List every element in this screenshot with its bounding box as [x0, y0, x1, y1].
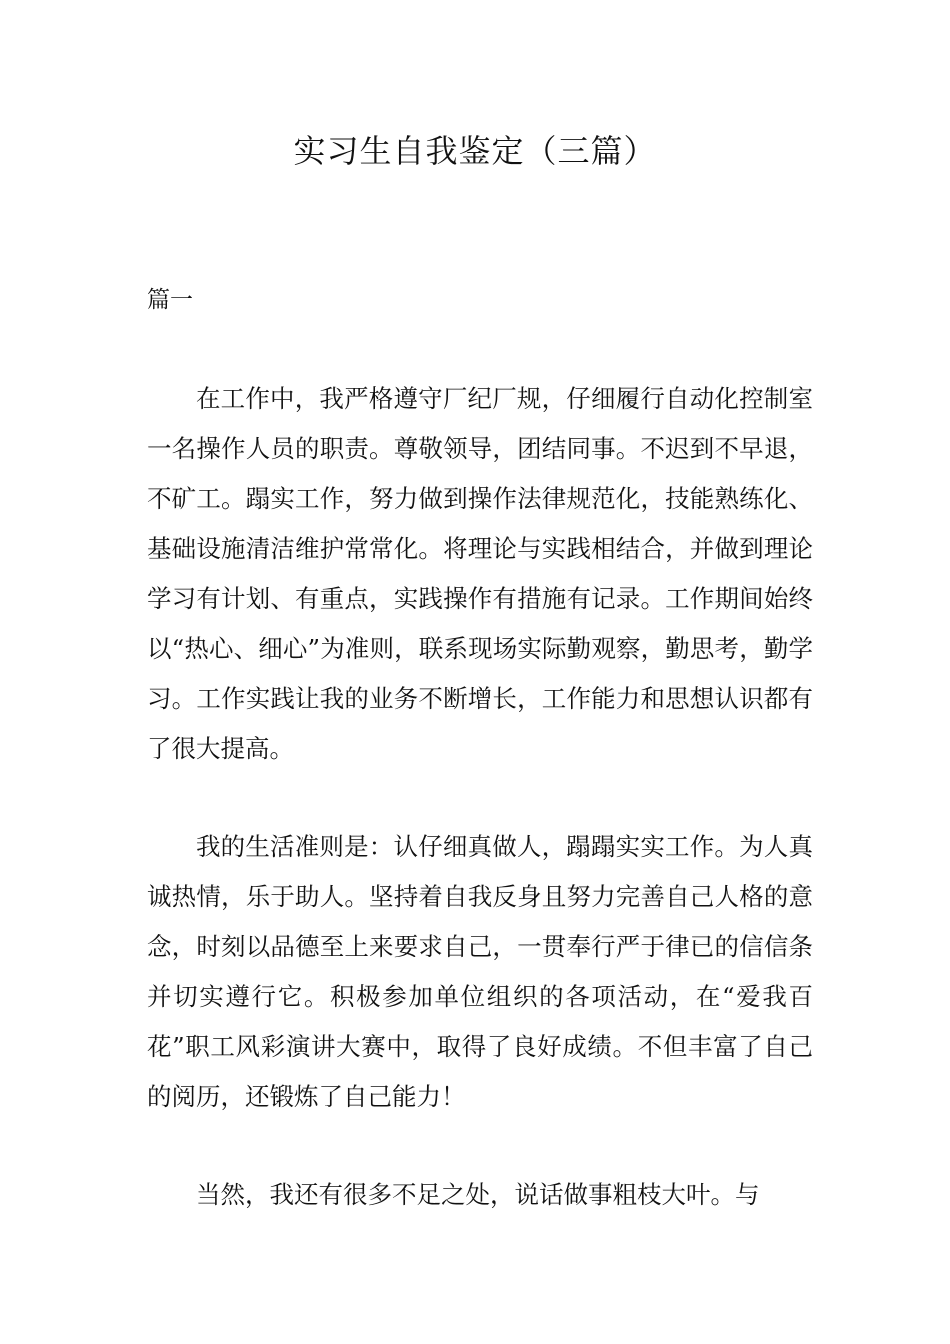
body-paragraph-1: 在工作中，我严格遵守厂纪厂规，仔细履行自动化控制室一名操作人员的职责。尊敬领导，团结同事。不迟到不早退，不矿工。蹋实工作，努力做到操作法律规范化，技能熟练化、基础设施清洁维护常常化。将理论与实践相结合，并做到理论学习有计划、有重点，实践操作有措施有记录。工作期间始终以“热心、细心”为准则，联系现场实际勤观察，勤思考，勤学习。工作实践让我的业务不断增长，工作能力和思想认识都有了很大提高。 — [147, 384, 813, 763]
section-heading: 篇一 — [147, 287, 193, 313]
document-title: 实习生自我鉴定（三篇） — [293, 132, 657, 170]
body-paragraph-2: 我的生活准则是：认仔细真做人，蹋蹋实实工作。为人真诚热情，乐于助人。坚持着自我反身且努力完善自己人格的意念，时刻以品德至上来要求自己，一贯奉行严于律已的信信条并切实遵行它。积极参加单位组织的各项活动，在“爱我百花”职工风彩演讲大赛中，取得了良好成绩。不但丰富了自己的阅历，还锻炼了自己能力！ — [147, 832, 813, 1111]
body-paragraph-3: 当然，我还有很多不足之处，说话做事粗枝大叶。与 — [196, 1180, 760, 1209]
